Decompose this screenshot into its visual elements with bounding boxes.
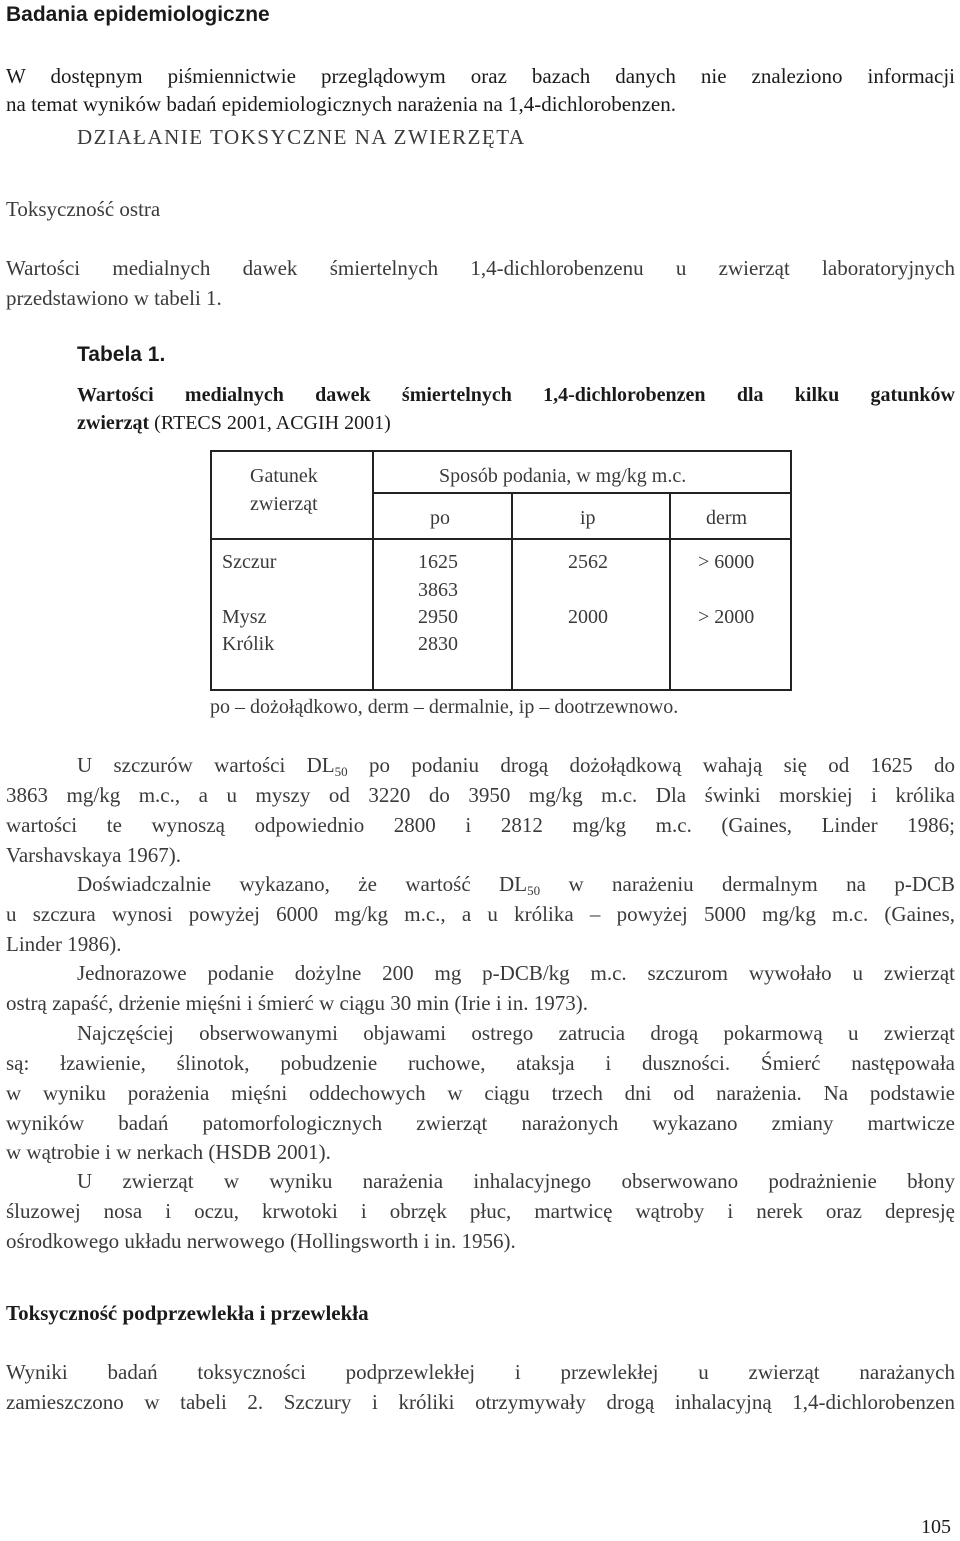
para2-line-1	[77, 869, 955, 899]
table-1	[210, 450, 792, 691]
header-col-po: po	[430, 507, 450, 529]
intro-line-1: W dostępnym piśmiennictwie przeglądowym oraz bazach danych nie znaleziono informacji	[6, 64, 955, 88]
table-cell-po: 3863	[418, 579, 458, 601]
table-header-bottom	[210, 538, 792, 540]
para2-line-2: u szczura wynosi powyżej 6000 mg/kg m.c., a u królika – powyżej 5000 mg/kg m.c. (Gaines,	[6, 902, 955, 926]
table-bottom-border	[210, 689, 792, 691]
table-divider-po-ip	[511, 492, 513, 691]
acute-intro-line-2: przedstawiono w tabeli 1.	[6, 286, 222, 310]
para4-line-2: są: łzawienie, ślinotok, pobudzenie ruchowe, ataksja i duszności. Śmierć następowała	[6, 1051, 955, 1075]
para1-line-3: wartości te wynoszą odpowiednio 2800 i 2812 mg/kg m.c. (Gaines, Linder 1986;	[6, 813, 955, 837]
para1-line-1	[77, 750, 955, 780]
table-top-border	[210, 450, 792, 452]
table-cell-po: 1625	[418, 551, 458, 573]
para1-line-4: Varshavskaya 1967).	[6, 843, 181, 867]
para4-line-4: wyników badań patomorfologicznych zwierząt narażonych wykazano zmiany martwicze	[6, 1111, 955, 1135]
table-divider-ip-derm	[669, 492, 671, 691]
para5-line-3: ośrodkowego układu nerwowego (Hollingsworth i in. 1956).	[6, 1229, 516, 1253]
header-col-derm: derm	[706, 507, 748, 529]
para5-line-2: śluzowej nosa i oczu, krwotoki i obrzęk płuc, martwicę wątroby i nerek oraz depresję	[6, 1199, 955, 1223]
table-cell-derm: > 6000	[698, 551, 755, 573]
chapter-heading: DZIAŁANIE TOKSYCZNE NA ZWIERZĘTA	[77, 125, 526, 149]
table-right-border	[790, 450, 792, 691]
para2-text-b: w narażeniu dermalnym na p-DCB	[540, 872, 955, 896]
table-cell-ip: 2562	[568, 551, 608, 573]
table-divider-species	[372, 450, 374, 691]
para3-line-2: ostrą zapaść, drżenie mięśni i śmierć w ciągu 30 min (Irie i in. 1973).	[6, 991, 588, 1015]
chronic-line-1: Wyniki badań toksyczności podprzewlekłej i przewlekłej u zwierząt narażanych	[6, 1360, 955, 1384]
para2-text-a: Doświadczalnie wykazano, że wartość DL	[77, 872, 528, 896]
para3-line-1: Jednorazowe podanie dożylne 200 mg p-DCB/kg m.c. szczurom wywołało u zwierząt	[77, 961, 955, 985]
table-cell-species: Królik	[222, 633, 275, 655]
header-col-ip: ip	[580, 507, 596, 529]
header-species-line-1: Gatunek	[250, 465, 318, 487]
chronic-line-2: zamieszczono w tabeli 2. Szczury i króliki otrzymywały drogą inhalacyjną 1,4-dichlorobenzen	[6, 1390, 955, 1414]
table-label: Tabela 1.	[77, 343, 166, 366]
table-cell-derm: > 2000	[698, 606, 755, 628]
para1-subscript: 50	[334, 764, 348, 779]
table-cell-species: Szczur	[222, 551, 277, 573]
para1-line-2: 3863 mg/kg m.c., a u myszy od 3220 do 3950 mg/kg m.c. Dla świnki morskiej i królika	[6, 783, 955, 807]
table-caption-line-1: Wartości medialnych dawek śmiertelnych 1,4-dichlorobenzen dla kilku gatunków	[77, 384, 955, 406]
table-left-border	[210, 450, 212, 691]
header-species-line-2: zwierząt	[250, 493, 318, 515]
table-cell-ip: 2000	[568, 606, 608, 628]
para5-line-1: U zwierząt w wyniku narażenia inhalacyjnego obserwowano podrażnienie błony	[77, 1169, 955, 1193]
table-route-divider	[372, 492, 792, 494]
para1-text-b: po podaniu drogą dożołądkową wahają się od 1625 do	[347, 753, 955, 777]
section-heading: Badania epidemiologiczne	[6, 3, 270, 26]
table-caption-line-2	[77, 409, 391, 437]
intro-line-2: na temat wyników badań epidemiologicznych narażenia na 1,4-dichlorobenzen.	[6, 92, 676, 116]
para4-line-1: Najczęściej obserwowanymi objawami ostrego zatrucia drogą pokarmową u zwierząt	[77, 1021, 955, 1045]
para4-line-3: w wyniku porażenia mięśni oddechowych w ciągu trzech dni od narażenia. Na podstawie	[6, 1081, 955, 1105]
table-cell-po: 2950	[418, 606, 458, 628]
table-cell-po: 2830	[418, 633, 458, 655]
table-footnote: po – dożołądkowo, derm – dermalnie, ip – dootrzewnowo.	[210, 696, 679, 718]
para1-text-a: U szczurów wartości DL	[77, 753, 335, 777]
table-cell-species: Mysz	[222, 606, 267, 628]
header-route: Sposób podania, w mg/kg m.c.	[439, 465, 687, 487]
para4-line-5: w wątrobie i w nerkach (HSDB 2001).	[6, 1140, 331, 1164]
subheading-chronic: Toksyczność podprzewlekła i przewlekła	[6, 1301, 369, 1325]
table-caption-bold: zwierząt	[77, 412, 150, 434]
para2-line-3: Linder 1986).	[6, 932, 122, 956]
table-caption-ref: (RTECS 2001, ACGIH 2001)	[149, 412, 391, 434]
acute-intro-line-1: Wartości medialnych dawek śmiertelnych 1,4-dichlorobenzenu u zwierząt laboratoryjnych	[6, 256, 955, 280]
para2-subscript: 50	[527, 883, 541, 898]
page-number: 105	[921, 1516, 951, 1538]
subheading-acute: Toksyczność ostra	[6, 197, 161, 221]
